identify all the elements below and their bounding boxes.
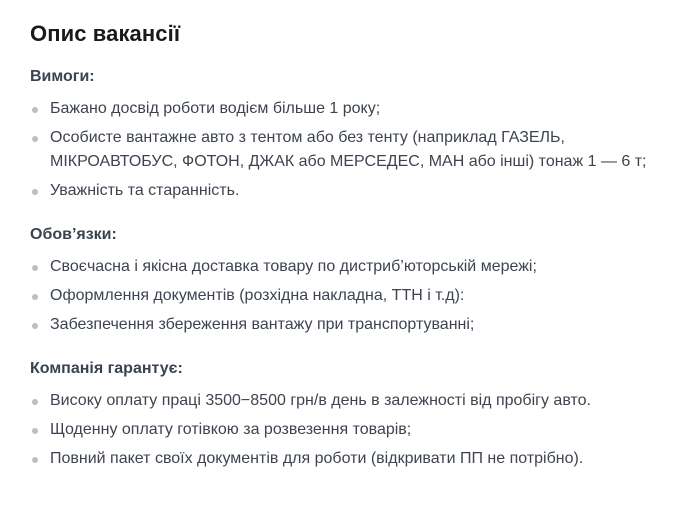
list-item xyxy=(30,179,660,203)
guarantees-heading: Компанія гарантує: xyxy=(30,360,183,377)
list-item-text: Уважність та старанність. xyxy=(50,182,240,199)
list-item-text: Високу оплату праці 3500−8500 грн/в день в залежності від пробігу авто. xyxy=(50,392,591,409)
list-item-text: Повний пакет своїх документів для роботи (відкривати ПП не потрібно). xyxy=(50,450,584,467)
bullet-icon xyxy=(32,107,38,113)
list-item xyxy=(30,313,660,337)
list-item-text: Забезпечення збереження вантажу при транспортуванні; xyxy=(50,316,475,333)
bullet-icon xyxy=(32,323,38,329)
list-item xyxy=(30,418,660,442)
list-item xyxy=(30,97,660,121)
bullet-icon xyxy=(32,136,38,142)
responsibilities-list xyxy=(30,255,660,337)
guarantees-list xyxy=(30,389,660,471)
list-item xyxy=(30,389,660,413)
list-item xyxy=(30,284,660,308)
list-item-text: Бажано досвід роботи водієм більше 1 року; xyxy=(50,100,381,117)
page-title: Опис вакансії xyxy=(30,21,181,46)
list-item-text: Щоденну оплату готівкою за розвезення товарів; xyxy=(50,421,412,438)
bullet-icon xyxy=(32,457,38,463)
list-item xyxy=(30,447,660,471)
list-item-text: Оформлення документів (розхідна накладна, ТТН і т.д): xyxy=(50,287,465,304)
bullet-icon xyxy=(32,428,38,434)
responsibilities-heading: Обов’язки: xyxy=(30,226,117,243)
bullet-icon xyxy=(32,189,38,195)
requirements-list xyxy=(30,97,660,203)
list-item xyxy=(30,126,660,174)
list-item-text: Своєчасна і якісна доставка товару по дистриб’юторській мережі; xyxy=(50,258,537,275)
bullet-icon xyxy=(32,399,38,405)
requirements-heading: Вимоги: xyxy=(30,68,95,85)
vacancy-description xyxy=(30,0,660,471)
bullet-icon xyxy=(32,265,38,271)
list-item xyxy=(30,255,660,279)
list-item-text: Особисте вантажне авто з тентом або без тенту (наприклад ГАЗЕЛЬ, МІКРОАВТОБУС, ФОТОН, ДЖАК або МЕРСЕДЕС, МАН або інші) тонаж 1 — 6 т; xyxy=(50,129,647,170)
bullet-icon xyxy=(32,294,38,300)
